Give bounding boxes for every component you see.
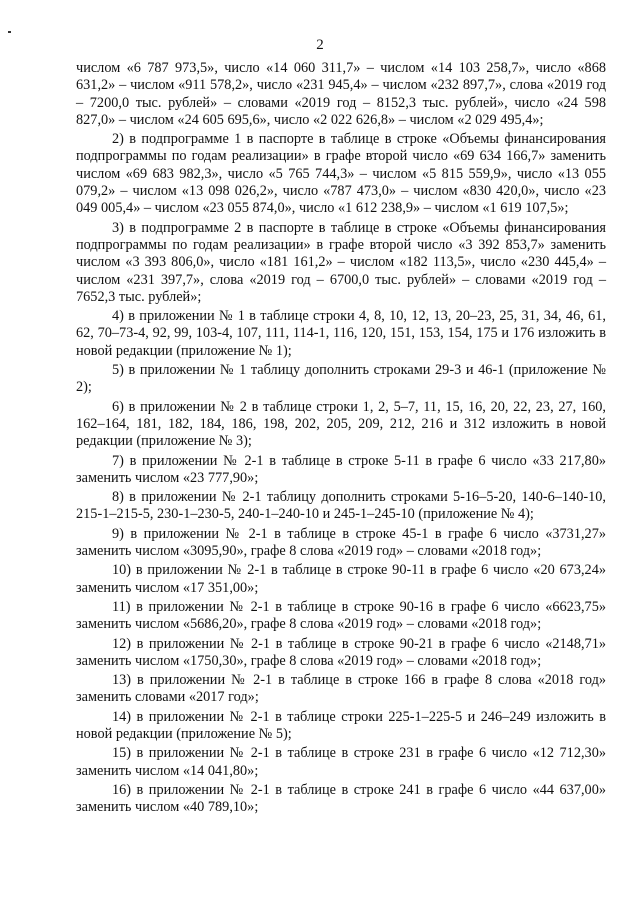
paragraph-item-6: 6) в приложении № 2 в таблице строки 1, 2, 5–7, 11, 15, 16, 20, 22, 23, 27, 160, 162–164, 181, 182, 184, 186, 198, 202, 205, 209, 212, 216 и 312 изложить в новой редакции (приложение № 3); — [76, 398, 606, 450]
paragraph-item-4: 4) в приложении № 1 в таблице строки 4, 8, 10, 12, 13, 20–23, 25, 31, 34, 46, 61, 62, 70–73-4, 92, 99, 103-4, 107, 111, 114-1, 116, 120, 151, 153, 154, 175 и 176 изложить в новой редакции (приложение № 1); — [76, 308, 606, 359]
paragraph-item-13: 13) в приложении № 2-1 в таблице в строке 166 в графе 8 слова «2018 год» заменить словами «2017 год»; — [76, 672, 606, 706]
paragraph-item-8: 8) в приложении № 2-1 таблицу дополнить строками 5-16–5-20, 140-6–140-10, 215-1–215-5, 230-1–230-5, 240-1–240-10 и 245-1–245-10 (приложение № 4); — [76, 489, 606, 523]
paragraph-continuation: числом «6 787 973,5», число «14 060 311,7» – числом «14 103 258,7», число «868 631,2» – числом «911 578,2», число «231 945,4» – числом «232 897,7», слова «2019 год – 7200,0 тыс. рублей» – словами «2019 год – 8152,3 тыс. рублей», число «24 598 827,0» – числом «24 605 695,6», число «2 022 626,8» – числом «2 029 495,4»; — [76, 60, 606, 128]
paragraph-item-16: 16) в приложении № 2-1 в таблице в строке 241 в графе 6 число «44 637,00» заменить числом «40 789,10»; — [76, 781, 606, 816]
paragraph-item-5: 5) в приложении № 1 таблицу дополнить строками 29-3 и 46-1 (приложение № 2); — [76, 362, 606, 396]
paragraph-item-15: 15) в приложении № 2-1 в таблице в строке 231 в графе 6 число «12 712,30» заменить числом «14 041,80»; — [76, 745, 606, 779]
paragraph-item-7: 7) в приложении № 2-1 в таблице в строке 5-11 в графе 6 число «33 217,80» заменить числом «23 777,90»; — [76, 452, 606, 486]
page-number: 2 — [316, 37, 324, 53]
paragraph-item-11: 11) в приложении № 2-1 в таблице в строке 90-16 в графе 6 число «6623,75» заменить числом «5686,20», графе 8 слова «2019 год» – словами «2018 год»; — [76, 598, 606, 633]
paragraph-item-9: 9) в приложении № 2-1 в таблице в строке 45-1 в графе 6 число «3731,27» заменить числом «3095,90», графе 8 слова «2019 год» – словами «2018 год»; — [76, 525, 606, 560]
document-body — [76, 60, 606, 818]
paragraph-item-14: 14) в приложении № 2-1 в таблице строки 225-1–225-5 и 246–249 изложить в новой редакции (приложение № 5); — [76, 708, 606, 742]
scan-speck — [8, 31, 11, 33]
paragraph-item-3: 3) в подпрограмме 2 в паспорте в таблице в строке «Объемы финансирования подпрограммы по годам реализации» в графе второй число «3 392 853,7» заменить числом «3 393 806,0», число «181 161,2» – числом «182 113,5», число «230 445,4» – числом «231 397,7», слова «2019 год – 6700,0 тыс. рублей» – словами «2019 год – 7652,3 тыс. рублей»; — [76, 219, 606, 305]
paragraph-item-2: 2) в подпрограмме 1 в паспорте в таблице в строке «Объемы финансирования подпрограммы по годам реализации» в графе второй число «69 634 166,7» заменить числом «69 683 982,3», число «5 765 744,3» – числом «5 815 559,9», число «13 055 079,2» – числом «13 098 026,2», число «787 473,0» – числом «830 420,0», число «23 049 005,4» – числом «23 055 874,0», число «1 612 238,9» – числом «1 619 107,5»; — [76, 131, 606, 217]
paragraph-item-12: 12) в приложении № 2-1 в таблице в строке 90-21 в графе 6 число «2148,71» заменить числом «1750,30», графе 8 слова «2019 год» – словами «2018 год»; — [76, 635, 606, 669]
paragraph-item-10: 10) в приложении № 2-1 в таблице в строке 90-11 в графе 6 число «20 673,24» заменить числом «17 351,00»; — [76, 562, 606, 596]
